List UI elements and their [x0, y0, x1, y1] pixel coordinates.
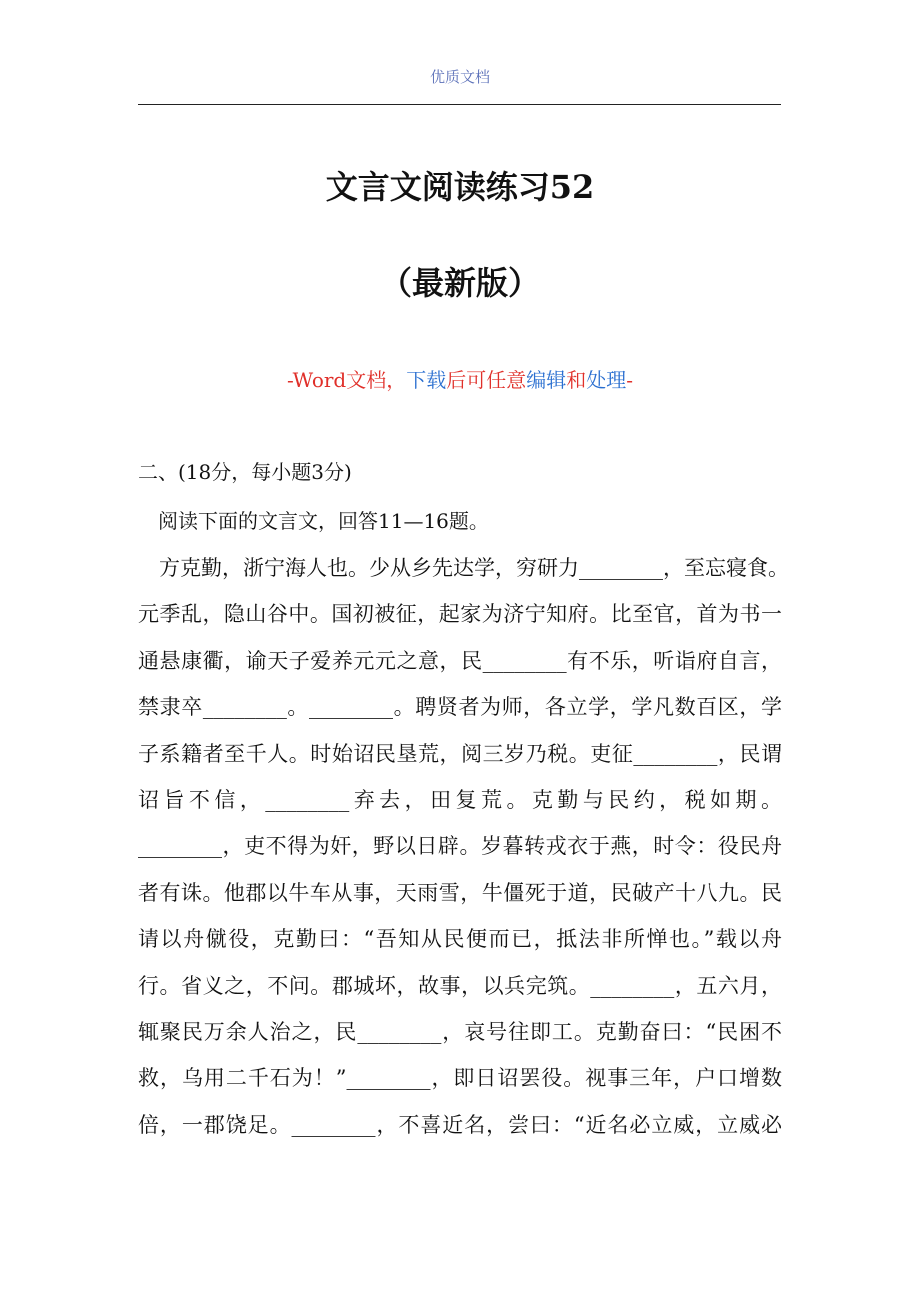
tagline — [0, 364, 920, 393]
passage-line: ________，吏不得为奸，野以日辟。岁暮转戎衣于燕，时令：役民舟 — [138, 834, 782, 859]
passage-line: 诏旨不信，________弃去，田复荒。克勤与民约，税如期。 — [138, 787, 782, 812]
passage-line: 禁隶卒________。________。聘贤者为师，各立学，学凡数百区，学 — [138, 695, 782, 720]
passage — [138, 545, 789, 1148]
passage-line: 倍，一郡饶足。________，不喜近名，尝曰：“近名必立威，立威必 — [138, 1112, 782, 1137]
section-heading: 二、(18分，每小题3分) — [138, 460, 352, 484]
tagline-and: 和 — [566, 368, 587, 392]
passage-line: 辄聚民万余人治之，民________，哀号往即工。克勤奋曰：“民困不 — [138, 1019, 782, 1044]
passage-line: 行。省义之，不问。郡城坏，故事，以兵完筑。________，五六月， — [138, 973, 782, 998]
passage-line: 子系籍者至千人。时始诏民垦荒，阅三岁乃税。吏征________，民谓 — [138, 741, 782, 766]
instruction-text: 阅读下面的文言文，回答11—16题。 — [158, 509, 489, 533]
passage-line: 元季乱，隐山谷中。国初被征，起家为济宁知府。比至官，首为书一 — [138, 602, 782, 627]
passage-line: 者有诛。他郡以牛车从事，天雨雪，牛僵死于道，民破产十八九。民 — [138, 880, 782, 905]
tagline-download: 下载 — [406, 368, 447, 392]
tagline-process: 处理 — [586, 368, 627, 392]
header-divider — [138, 104, 781, 105]
tagline-any: 后可任意 — [446, 368, 527, 392]
passage-line: 请以舟僦役，克勤曰：“吾知从民便而已，抵法非所惮也。”载以舟 — [138, 927, 782, 952]
header-label: 优质文档 — [429, 68, 490, 86]
tagline-word-doc: -Word文档， — [286, 368, 407, 392]
passage-line: 通悬康衢，谕天子爱养元元之意，民________有不乐，听诣府自言， — [138, 648, 782, 673]
passage-line: 救，乌用二千石为！”________，即日诏罢役。视事三年，户口增数 — [138, 1066, 782, 1091]
tagline-end: - — [626, 368, 634, 392]
passage-line: 方克勤，浙宁海人也。少从乡先达学，穷研力________，至忘寝食。 — [138, 556, 789, 580]
tagline-edit: 编辑 — [526, 368, 567, 392]
document-subtitle: （最新版） — [379, 264, 540, 302]
document-title: 文言文阅读练习52 — [325, 168, 595, 206]
